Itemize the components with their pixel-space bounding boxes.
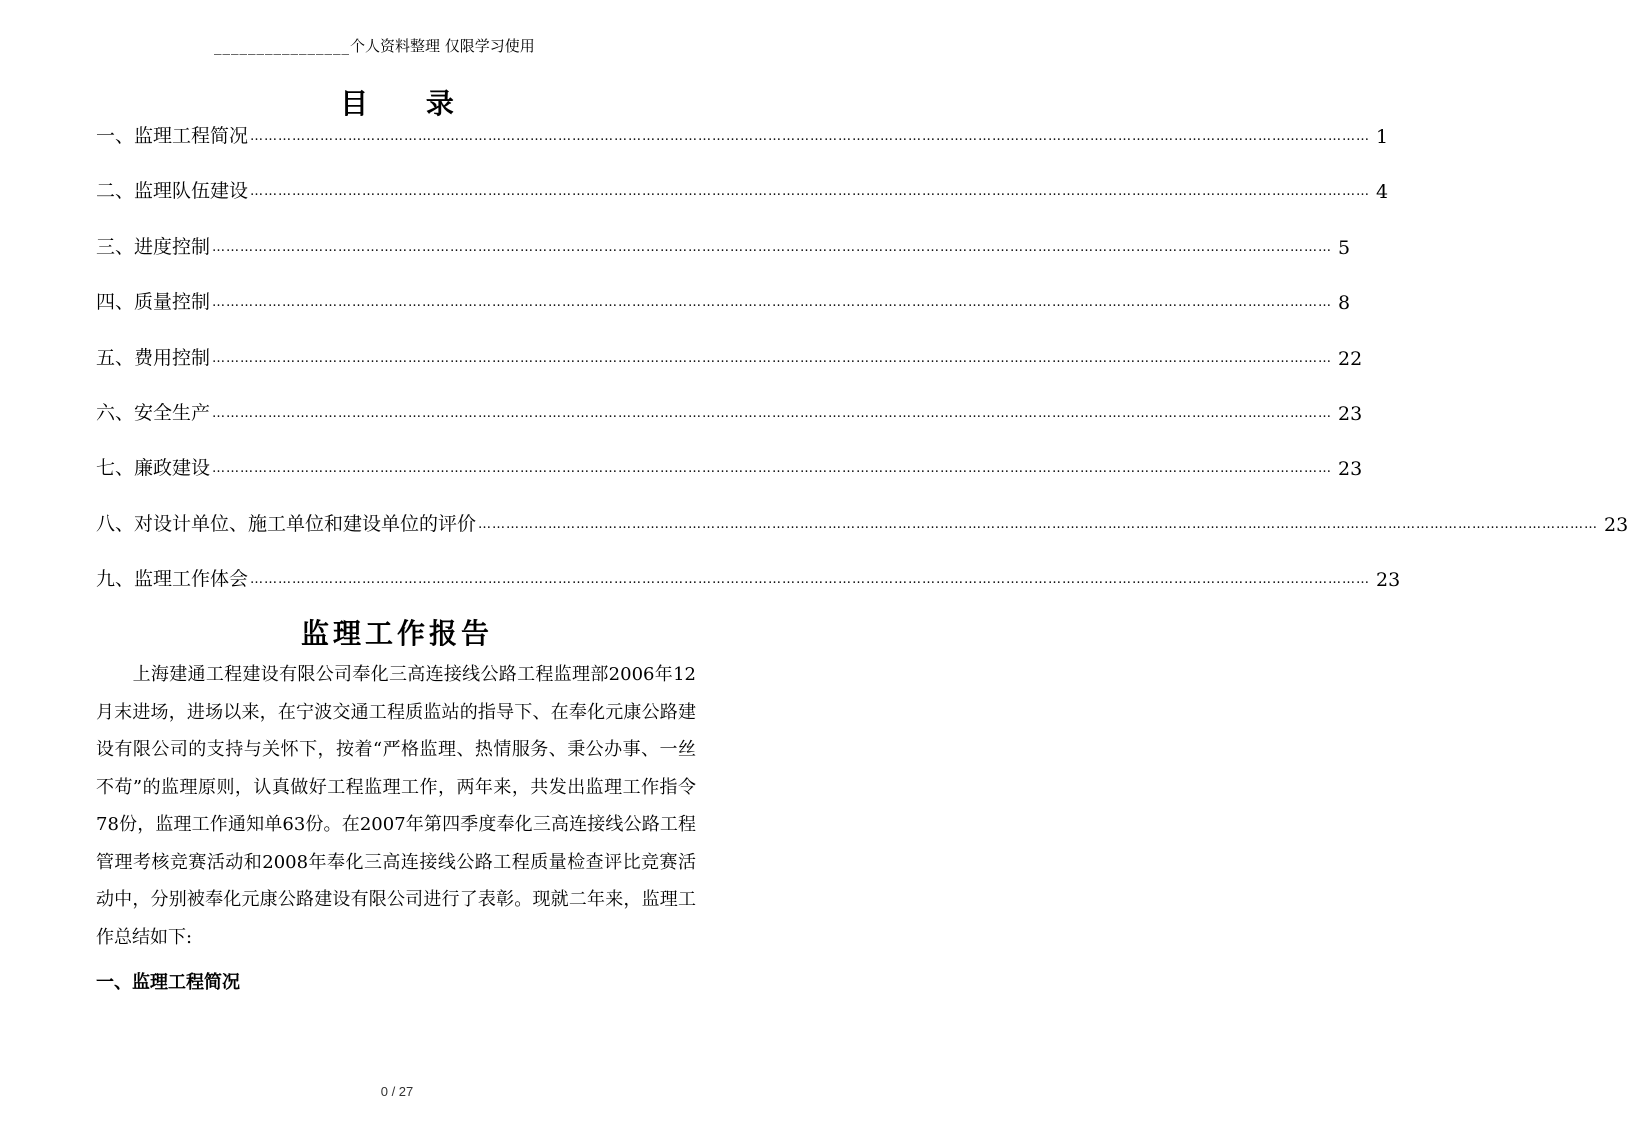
toc-entry[interactable] xyxy=(96,284,1351,314)
report-intro-paragraph: 上海建通工程建设有限公司奉化三高连接线公路工程监理部2006年12月末进场，进场以来，在宁波交通工程质监站的指导下、在奉化元康公路建设有限公司的支持与关怀下，按着“严格监理、热情服务、秉公办事、一丝不苟”的监理原则，认真做好工程监理工作，两年来，共发出监理工作指令78份，监理工作通知单63份。在2007年第四季度奉化三高连接线公路工程管理考核竞赛活动和2008年奉化三高连接线公路工程质量检查评比竞赛活动中，分别被奉化元康公路建设有限公司进行了表彰。现就二年来，监理工作总结如下: xyxy=(96,664,696,948)
toc-entry-label: 六、安全生产 xyxy=(96,402,211,424)
page-indicator: 0 / 27 xyxy=(380,1084,414,1099)
toc-entry[interactable] xyxy=(96,450,1363,480)
toc-entry-page: 23 xyxy=(1376,569,1401,591)
toc-entry[interactable] xyxy=(96,118,1389,148)
toc-entry[interactable] xyxy=(96,173,1389,203)
toc-dot-leader: …………………………………………………………………………………………………………………………………………………………………………………………………………………… xyxy=(212,351,1333,366)
toc-entry-page: 23 xyxy=(1338,403,1363,425)
toc-entry[interactable] xyxy=(96,506,1628,536)
toc-entry[interactable] xyxy=(96,395,1363,425)
toc-entry-page: 1 xyxy=(1376,126,1389,148)
toc-entry-page: 4 xyxy=(1376,181,1389,203)
header-text: 个人资料整理 仅限学习使用 xyxy=(350,37,535,55)
toc-entry-page: 23 xyxy=(1338,458,1363,480)
toc-dot-leader: …………………………………………………………………………………………………………………………………………………………………………………………………………………… xyxy=(478,517,1599,532)
toc-dot-leader: …………………………………………………………………………………………………………………………………………………………………………………………………………………… xyxy=(250,129,1371,144)
toc-entry[interactable] xyxy=(96,229,1351,259)
toc-dot-leader: …………………………………………………………………………………………………………………………………………………………………………………………………………………… xyxy=(212,240,1333,255)
toc-dot-leader: …………………………………………………………………………………………………………………………………………………………………………………………………………………… xyxy=(250,572,1371,587)
toc-entry-page: 8 xyxy=(1338,292,1351,314)
toc-entry-page: 22 xyxy=(1338,348,1363,370)
toc-dot-leader: …………………………………………………………………………………………………………………………………………………………………………………………………………………… xyxy=(250,184,1371,199)
toc-entry-label: 七、廉政建设 xyxy=(96,457,211,479)
toc-entry-label: 四、质量控制 xyxy=(96,291,211,313)
toc-entry-page: 23 xyxy=(1604,514,1628,536)
toc-dot-leader: …………………………………………………………………………………………………………………………………………………………………………………………………………………… xyxy=(212,295,1333,310)
toc-entry-label: 八、对设计单位、施工单位和建设单位的评价 xyxy=(96,513,477,535)
toc-entry-label: 三、进度控制 xyxy=(96,236,211,258)
toc-entry-label: 一、监理工程简况 xyxy=(96,125,249,147)
report-title: 监理工作报告 xyxy=(300,617,493,650)
toc-entry-label: 九、监理工作体会 xyxy=(96,568,249,590)
toc-entry-label: 二、监理队伍建设 xyxy=(96,180,249,202)
toc-title: 目 录 xyxy=(340,87,478,120)
page-header xyxy=(214,35,594,57)
toc-entry-label: 五、费用控制 xyxy=(96,347,211,369)
toc-entry[interactable] xyxy=(96,561,1401,591)
toc-dot-leader: …………………………………………………………………………………………………………………………………………………………………………………………………………………… xyxy=(212,461,1333,476)
toc-entry[interactable] xyxy=(96,340,1363,370)
section-heading: 一、监理工程简况 xyxy=(96,972,240,993)
header-underline: ________________ xyxy=(214,37,350,55)
toc-entry-page: 5 xyxy=(1338,237,1351,259)
toc-dot-leader: …………………………………………………………………………………………………………………………………………………………………………………………………………………… xyxy=(212,406,1333,421)
